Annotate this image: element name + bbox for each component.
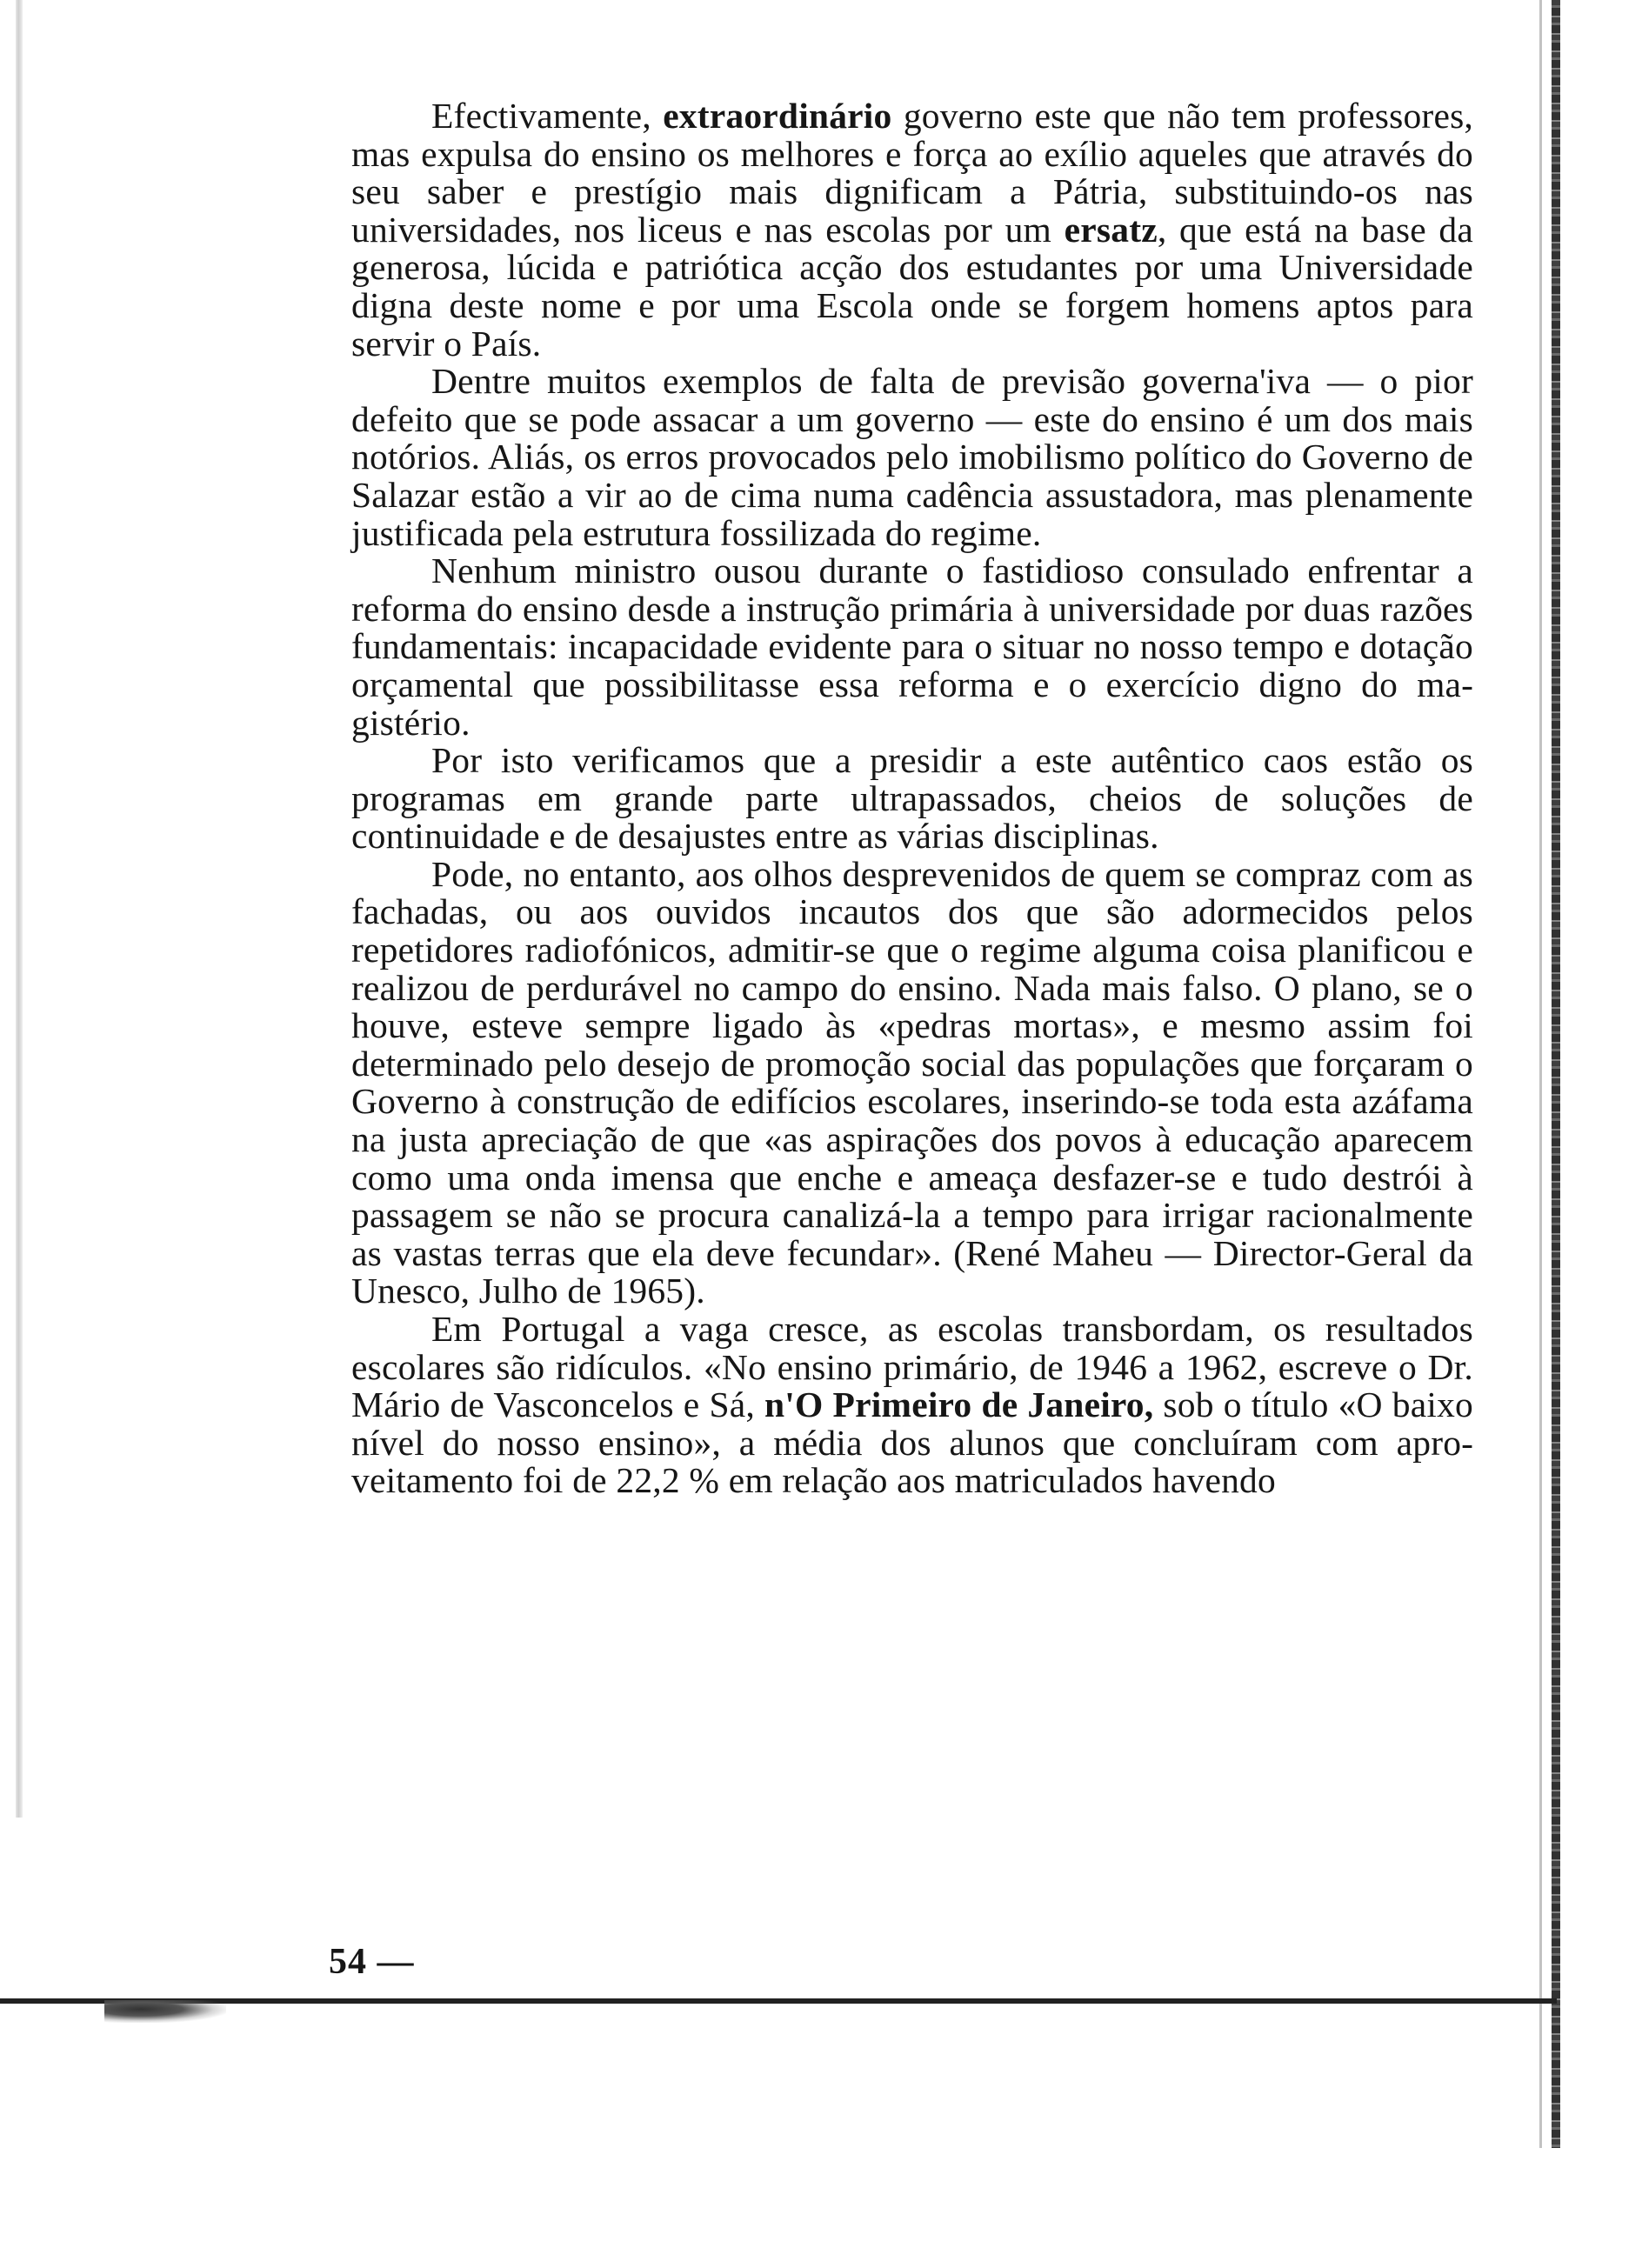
text-run: governo este que não tem professores, mas expulsa do ensino os melhores e força ao exílio aqueles que através do seu saber e prestígio mais dignificam a Pátria, substituindo-os nas universidades, nos liceus e nas escolas por um xyxy=(351,96,1473,250)
text-run: Nenhum ministro ousou durante o fastidioso consulado enfrentar a reforma do ensino desde a instrução primária à universidade por duas razões fundamentais: incapacidade evidente para o situar no nosso tempo e dotação orçamental que possibilitasse essa reforma e o exercício digno do magistério. xyxy=(351,550,1473,743)
page-number: 54 — xyxy=(329,1942,415,1982)
paragraph xyxy=(351,742,1473,856)
page-bottom-edge xyxy=(0,1998,1557,2004)
paragraph xyxy=(351,552,1473,742)
bold-text: extraordinário xyxy=(663,96,892,136)
text-run: Em Portugal a vaga cresce, as escolas transbordam, os resultados escolares são ridículos. «No ensino primário, de 1946 a 1962, escreve o Dr. Mário de Vasconcelos e Sá, xyxy=(351,1309,1473,1425)
page-edge-shadow xyxy=(1552,0,1560,2148)
text-run: Efectivamente, xyxy=(431,96,664,136)
body-text xyxy=(351,97,1473,1500)
bold-text: ersatz xyxy=(1064,209,1158,250)
text-run: sob o título «O baixo nível do nosso ensino», a média dos alunos que concluíram com aproveitamento foi de 22,2 % em relação aos matriculados havendo xyxy=(351,1384,1473,1501)
page-edge-line xyxy=(1539,0,1542,2148)
paragraph xyxy=(351,97,1473,363)
text-run: , que está na base da generosa, lúcida e patriótica acção dos estudantes por uma Universidade digna deste nome e por uma Escola onde se forgem homens aptos para servir o País. xyxy=(351,209,1474,364)
paragraph xyxy=(351,853,1473,1311)
paragraph xyxy=(351,363,1473,552)
text-run: Por isto verificamos que a presidir a este autêntico caos estão os programas em grande parte ultrapassados, cheios de soluções de continuidade e de desajustes entre as várias disciplinas. xyxy=(351,740,1473,857)
page-spine-shadow xyxy=(16,0,23,1818)
text-run: Pode, no entanto, aos olhos desprevenidos de quem se compraz com as fachadas, ou aos ouvidos incautos dos que são adormecidos pelos repetidores radiofónicos, admitir-se que o regime alguma coisa planificou e realizou de perdurável no campo do ensino. Nada mais falso. O plano, se o houve, esteve sempre ligado às «pedras mortas», e mesmo assim foi determinado pelo desejo de promoção social das populações que forçaram o Governo à construção de edifícios escolares, inserindo-se toda esta azáfama na justa apreciação de que «as aspirações dos povos à educação aparecem como uma onda imensa que enche e ameaça desfazer-se e tudo destrói à passagem se não se procura canalizá-la a tempo para irrigar racionalmente as vastas terras que ela deve fecundar». (René Maheu — Director-Geral da Unesco, Julho de 1965). xyxy=(351,853,1473,1311)
scan-smudge xyxy=(104,2000,226,2023)
text-run: Dentre muitos exemplos de falta de previsão governa'iva — o pior defeito que se pode assacar a um governo — este do ensino é um dos mais notórios. Aliás, os erros provocados pelo imobilismo político do Governo de Salazar estão a vir ao de cima numa cadência assustadora, mas plenamente justificada pela estrutura fossilizada do regime. xyxy=(351,361,1473,553)
paragraph xyxy=(351,1311,1473,1500)
bold-text: n'O Primeiro de Janeiro, xyxy=(764,1384,1154,1425)
